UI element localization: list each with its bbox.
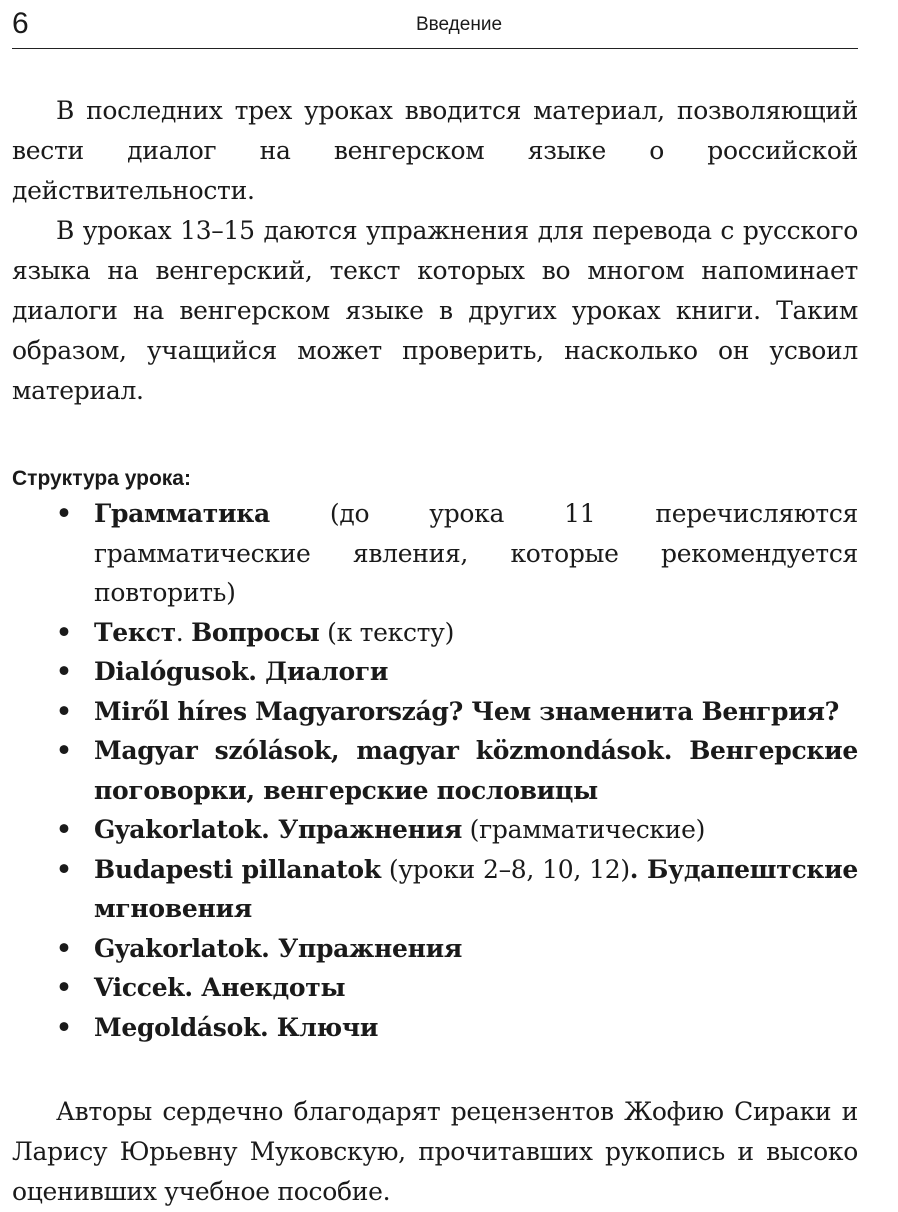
bullet-icon: •	[56, 617, 72, 647]
lesson-structure-list	[12, 494, 858, 1047]
paragraph-3: Авторы сердечно благодарят рецензентов Жофию Сираки и Ларису Юрьевну Муковскую, прочитавших рукопись и высоко оценивших учебное пособие.	[12, 1097, 858, 1206]
list-item: • Magyar szólások, magyar közmondások. Венгерские поговорки, венгерские пословицы	[12, 731, 858, 810]
bullet-icon: •	[56, 1012, 72, 1042]
page-header	[12, 0, 858, 49]
bullet-icon: •	[56, 696, 72, 726]
bullet-icon: •	[56, 736, 72, 765]
bullet-icon: •	[56, 854, 72, 884]
list-item: • Viccek. Анекдоты	[12, 968, 858, 1008]
list-item: • Dialógusok. Диалоги	[12, 652, 858, 692]
list-item: • Текст. Вопросы (к тексту)	[12, 613, 858, 653]
bullet-icon: •	[56, 657, 72, 686]
section-heading: Структура урока:	[12, 467, 191, 490]
page	[12, 0, 858, 1212]
paragraph-1: В последних трех уроках вводится материал, позволяющий вести диалог на венгерском языке о российской действительности.	[12, 96, 858, 205]
list-item: • Грамматика (до урока 11 перечисляются грамматические явления, которые рекомендуется повторить)	[12, 494, 858, 613]
list-item: • Miről híres Magyarország? Чем знаменита Венгрия?	[12, 692, 858, 732]
bullet-icon: •	[56, 815, 72, 844]
paragraph-2: В уроках 13–15 даются упражнения для перевода с русского языка на венгерский, текст которых во многом напоминает диалоги на венгерском языке в других уроках книги. Таким образом, учащийся может проверить, насколько он усвоил материал.	[12, 216, 858, 405]
list-item: • Megoldások. Ключи	[12, 1008, 858, 1048]
list-item: • Gyakorlatok. Упражнения (грамматические)	[12, 810, 858, 850]
bullet-icon: •	[56, 933, 72, 963]
running-head: Введение	[415, 14, 503, 35]
page-number: 6	[12, 7, 29, 40]
bullet-icon: •	[56, 973, 72, 1002]
list-item: • Gyakorlatok. Упражнения	[12, 929, 858, 969]
bullet-icon: •	[56, 499, 72, 528]
list-item: • Budapesti pillanatok (уроки 2–8, 10, 12). Будапештские мгновения	[12, 850, 858, 929]
